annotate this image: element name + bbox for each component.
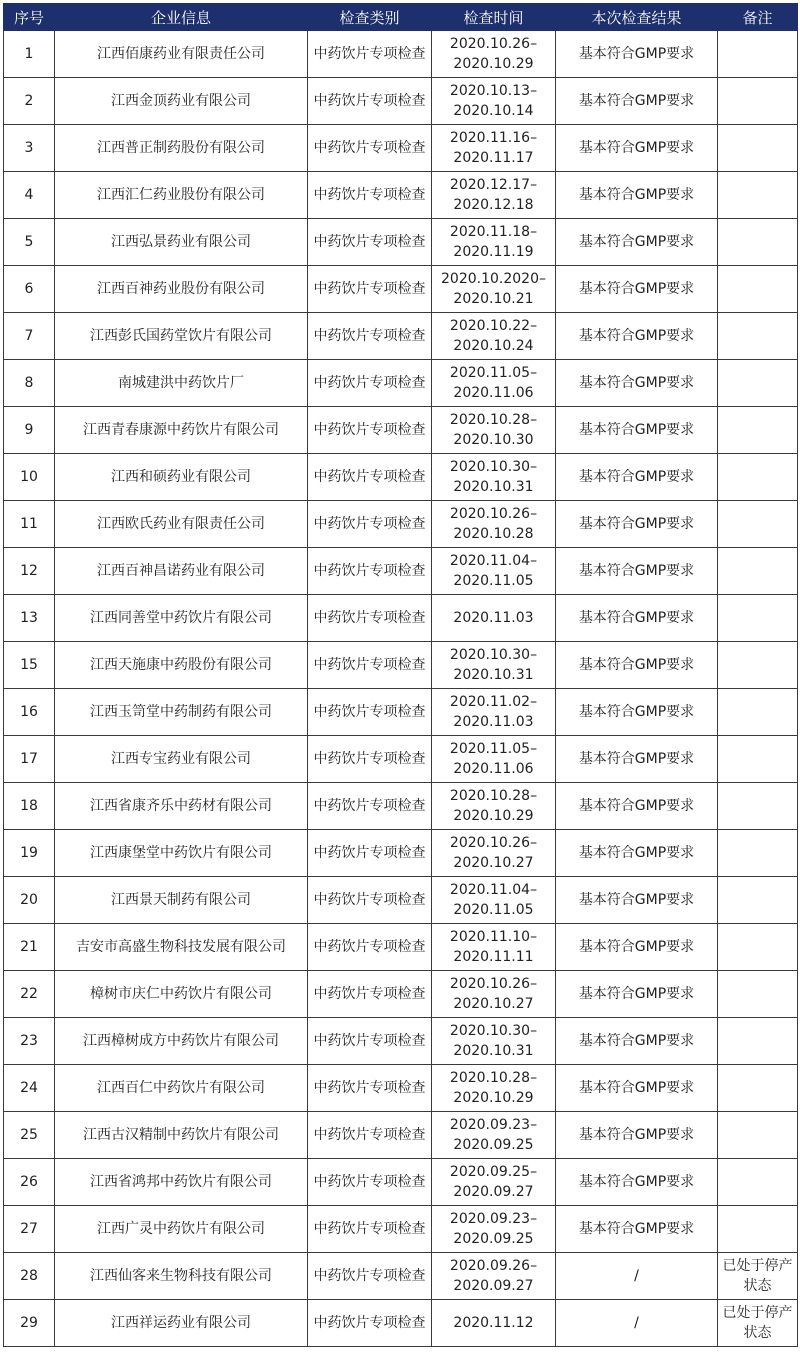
header-no: 序号	[4, 4, 55, 31]
table-row	[4, 454, 798, 501]
remark	[718, 689, 798, 736]
inspection-result: 基本符合GMP要求	[556, 360, 718, 407]
table-row	[4, 1065, 798, 1112]
remark	[718, 31, 798, 78]
inspection-time	[432, 125, 556, 172]
inspection-time-end: 2020.11.17	[453, 150, 534, 166]
inspection-time	[432, 548, 556, 595]
remark	[718, 501, 798, 548]
inspection-time-end: 2020.11.11	[453, 949, 534, 965]
remark	[718, 1159, 798, 1206]
remark	[718, 1206, 798, 1253]
inspection-result: 基本符合GMP要求	[556, 830, 718, 877]
company-name: 江西同善堂中药饮片有限公司	[55, 595, 308, 642]
inspection-result: 基本符合GMP要求	[556, 266, 718, 313]
company-name: 江西专宝药业有限公司	[55, 736, 308, 783]
inspection-category: 中药饮片专项检查	[308, 1300, 432, 1347]
inspection-time-end: 2020.10.29	[453, 1090, 534, 1106]
inspection-time-start: 2020.10.26–	[449, 36, 538, 52]
table-row	[4, 172, 798, 219]
inspection-time-end: 2020.10.27	[453, 996, 534, 1012]
table-row	[4, 830, 798, 877]
company-name: 江西祥运药业有限公司	[55, 1300, 308, 1347]
inspection-time-end: 2020.11.19	[453, 244, 534, 260]
header-result: 本次检查结果	[556, 4, 718, 31]
inspection-category: 中药饮片专项检查	[308, 924, 432, 971]
row-number: 27	[4, 1206, 55, 1253]
remark	[718, 783, 798, 830]
row-number: 25	[4, 1112, 55, 1159]
inspection-time-start: 2020.11.04–	[449, 882, 538, 898]
inspection-result: 基本符合GMP要求	[556, 125, 718, 172]
inspection-time-end: 2020.09.25	[453, 1231, 534, 1247]
inspection-time	[432, 1300, 556, 1347]
inspection-result: 基本符合GMP要求	[556, 313, 718, 360]
inspection-time-start: 2020.10.22–	[449, 318, 538, 334]
inspection-time	[432, 1065, 556, 1112]
company-name: 江西玉笥堂中药制药有限公司	[55, 689, 308, 736]
remark	[718, 313, 798, 360]
inspection-time	[432, 689, 556, 736]
inspection-category: 中药饮片专项检查	[308, 736, 432, 783]
remark	[718, 877, 798, 924]
inspection-time-start: 2020.09.23–	[449, 1117, 538, 1133]
inspection-category: 中药饮片专项检查	[308, 689, 432, 736]
table-row	[4, 1159, 798, 1206]
header-note: 备注	[718, 4, 798, 31]
remark	[718, 407, 798, 454]
remark	[718, 360, 798, 407]
header-company: 企业信息	[55, 4, 308, 31]
inspection-result: 基本符合GMP要求	[556, 548, 718, 595]
inspection-time-start: 2020.10.30–	[449, 1023, 538, 1039]
table-row	[4, 642, 798, 689]
company-name: 江西欧氏药业有限责任公司	[55, 501, 308, 548]
inspection-result: 基本符合GMP要求	[556, 877, 718, 924]
inspection-time-start: 2020.09.25–	[449, 1164, 538, 1180]
company-name: 江西金顶药业有限公司	[55, 78, 308, 125]
inspection-result: 基本符合GMP要求	[556, 971, 718, 1018]
inspection-category: 中药饮片专项检查	[308, 1065, 432, 1112]
inspection-time-start: 2020.11.05–	[449, 741, 538, 757]
company-name: 江西景天制药有限公司	[55, 877, 308, 924]
remark: 已处于停产状态	[718, 1253, 798, 1300]
row-number: 4	[4, 172, 55, 219]
inspection-time-start: 2020.10.2020–	[441, 271, 546, 287]
table-row	[4, 125, 798, 172]
inspection-time-start: 2020.11.18–	[449, 224, 538, 240]
inspection-time	[432, 360, 556, 407]
inspection-category: 中药饮片专项检查	[308, 642, 432, 689]
inspection-time-end: 2020.09.25	[453, 1137, 534, 1153]
remark	[718, 1112, 798, 1159]
row-number: 20	[4, 877, 55, 924]
inspection-category: 中药饮片专项检查	[308, 313, 432, 360]
table-row	[4, 971, 798, 1018]
table-row	[4, 595, 798, 642]
inspection-time-end: 2020.10.28	[453, 526, 534, 542]
row-number: 21	[4, 924, 55, 971]
table-row	[4, 1206, 798, 1253]
row-number: 9	[4, 407, 55, 454]
table-row	[4, 407, 798, 454]
inspection-category: 中药饮片专项检查	[308, 125, 432, 172]
inspection-category: 中药饮片专项检查	[308, 1159, 432, 1206]
company-name: 江西汇仁药业股份有限公司	[55, 172, 308, 219]
inspection-time-start: 2020.11.04–	[449, 553, 538, 569]
inspection-time	[432, 78, 556, 125]
inspection-result: 基本符合GMP要求	[556, 1112, 718, 1159]
company-name: 江西百仁中药饮片有限公司	[55, 1065, 308, 1112]
row-number: 23	[4, 1018, 55, 1065]
inspection-category: 中药饮片专项检查	[308, 971, 432, 1018]
inspection-time-start: 2020.10.13–	[449, 83, 538, 99]
inspection-category: 中药饮片专项检查	[308, 830, 432, 877]
inspection-time	[432, 595, 556, 642]
inspection-time-start: 2020.11.05–	[449, 365, 538, 381]
company-name: 江西青春康源中药饮片有限公司	[55, 407, 308, 454]
row-number: 2	[4, 78, 55, 125]
inspection-time-end: 2020.11.05	[453, 573, 534, 589]
inspection-result: 基本符合GMP要求	[556, 172, 718, 219]
remark	[718, 830, 798, 877]
row-number: 19	[4, 830, 55, 877]
inspection-time-end: 2020.10.29	[453, 56, 534, 72]
inspection-time-start: 2020.12.17–	[449, 177, 538, 193]
company-name: 江西百神药业股份有限公司	[55, 266, 308, 313]
header-time: 检查时间	[432, 4, 556, 31]
inspection-result: /	[556, 1300, 718, 1347]
inspection-result: 基本符合GMP要求	[556, 454, 718, 501]
inspection-category: 中药饮片专项检查	[308, 1206, 432, 1253]
table-body	[4, 31, 798, 1347]
inspection-time	[432, 736, 556, 783]
inspection-time	[432, 266, 556, 313]
inspection-time-end: 2020.11.06	[453, 761, 534, 777]
inspection-time-start: 2020.11.12	[453, 1315, 534, 1331]
remark	[718, 125, 798, 172]
inspection-time	[432, 454, 556, 501]
company-name: 江西广灵中药饮片有限公司	[55, 1206, 308, 1253]
remark	[718, 736, 798, 783]
inspection-time	[432, 1159, 556, 1206]
remark	[718, 595, 798, 642]
row-number: 18	[4, 783, 55, 830]
inspection-time	[432, 924, 556, 971]
remark	[718, 78, 798, 125]
row-number: 28	[4, 1253, 55, 1300]
inspection-time	[432, 971, 556, 1018]
company-name: 江西康堡堂中药饮片有限公司	[55, 830, 308, 877]
inspection-category: 中药饮片专项检查	[308, 407, 432, 454]
inspection-table	[3, 3, 798, 1347]
table-row	[4, 313, 798, 360]
company-name: 江西百神昌诺药业有限公司	[55, 548, 308, 595]
inspection-result: 基本符合GMP要求	[556, 689, 718, 736]
inspection-result: 基本符合GMP要求	[556, 1065, 718, 1112]
inspection-result: 基本符合GMP要求	[556, 501, 718, 548]
inspection-time	[432, 1253, 556, 1300]
inspection-result: 基本符合GMP要求	[556, 642, 718, 689]
inspection-time-end: 2020.09.27	[453, 1278, 534, 1294]
row-number: 1	[4, 31, 55, 78]
table-row	[4, 1112, 798, 1159]
company-name: 江西和硕药业有限公司	[55, 454, 308, 501]
table-row	[4, 31, 798, 78]
inspection-time-end: 2020.10.27	[453, 855, 534, 871]
inspection-time	[432, 172, 556, 219]
inspection-category: 中药饮片专项检查	[308, 360, 432, 407]
row-number: 11	[4, 501, 55, 548]
inspection-time-start: 2020.10.30–	[449, 459, 538, 475]
table-row	[4, 360, 798, 407]
inspection-category: 中药饮片专项检查	[308, 783, 432, 830]
row-number: 3	[4, 125, 55, 172]
inspection-time	[432, 1018, 556, 1065]
inspection-category: 中药饮片专项检查	[308, 454, 432, 501]
company-name: 江西省鸿邦中药饮片有限公司	[55, 1159, 308, 1206]
company-name: 樟树市庆仁中药饮片有限公司	[55, 971, 308, 1018]
inspection-time	[432, 31, 556, 78]
inspection-category: 中药饮片专项检查	[308, 219, 432, 266]
inspection-time-end: 2020.09.27	[453, 1184, 534, 1200]
company-name: 南城建洪中药饮片厂	[55, 360, 308, 407]
table-row	[4, 548, 798, 595]
inspection-time-start: 2020.11.03	[453, 610, 534, 626]
inspection-time-start: 2020.10.26–	[449, 976, 538, 992]
inspection-category: 中药饮片专项检查	[308, 877, 432, 924]
row-number: 8	[4, 360, 55, 407]
table-row	[4, 924, 798, 971]
company-name: 江西弘景药业有限公司	[55, 219, 308, 266]
row-number: 10	[4, 454, 55, 501]
table-row	[4, 1253, 798, 1300]
inspection-time-end: 2020.10.31	[453, 479, 534, 495]
inspection-category: 中药饮片专项检查	[308, 1112, 432, 1159]
table-row	[4, 219, 798, 266]
table-row	[4, 1300, 798, 1347]
remark	[718, 454, 798, 501]
row-number: 17	[4, 736, 55, 783]
company-name: 江西仙客来生物科技有限公司	[55, 1253, 308, 1300]
inspection-time	[432, 1112, 556, 1159]
inspection-result: 基本符合GMP要求	[556, 924, 718, 971]
remark	[718, 924, 798, 971]
row-number: 24	[4, 1065, 55, 1112]
company-name: 江西佰康药业有限责任公司	[55, 31, 308, 78]
inspection-time-start: 2020.10.28–	[449, 1070, 538, 1086]
table-row	[4, 1018, 798, 1065]
inspection-result: 基本符合GMP要求	[556, 1159, 718, 1206]
inspection-category: 中药饮片专项检查	[308, 78, 432, 125]
remark	[718, 219, 798, 266]
company-name: 江西普正制药股份有限公司	[55, 125, 308, 172]
inspection-category: 中药饮片专项检查	[308, 548, 432, 595]
row-number: 15	[4, 642, 55, 689]
inspection-category: 中药饮片专项检查	[308, 172, 432, 219]
table-row	[4, 877, 798, 924]
row-number: 6	[4, 266, 55, 313]
inspection-time	[432, 642, 556, 689]
inspection-result: 基本符合GMP要求	[556, 1018, 718, 1065]
inspection-time-end: 2020.10.30	[453, 432, 534, 448]
inspection-time-end: 2020.10.31	[453, 1043, 534, 1059]
inspection-time-start: 2020.11.10–	[449, 929, 538, 945]
row-number: 26	[4, 1159, 55, 1206]
remark	[718, 971, 798, 1018]
remark	[718, 266, 798, 313]
inspection-time-start: 2020.09.26–	[449, 1258, 538, 1274]
remark: 已处于停产状态	[718, 1300, 798, 1347]
inspection-result: 基本符合GMP要求	[556, 1206, 718, 1253]
inspection-time-end: 2020.10.24	[453, 338, 534, 354]
inspection-time-start: 2020.10.26–	[449, 835, 538, 851]
row-number: 13	[4, 595, 55, 642]
inspection-time	[432, 407, 556, 454]
inspection-time	[432, 313, 556, 360]
inspection-time	[432, 219, 556, 266]
inspection-result: 基本符合GMP要求	[556, 78, 718, 125]
inspection-time	[432, 830, 556, 877]
remark	[718, 172, 798, 219]
remark	[718, 1018, 798, 1065]
inspection-time-end: 2020.10.29	[453, 808, 534, 824]
inspection-time-start: 2020.10.28–	[449, 412, 538, 428]
inspection-time-start: 2020.11.02–	[449, 694, 538, 710]
inspection-time	[432, 877, 556, 924]
inspection-time-start: 2020.11.16–	[449, 130, 538, 146]
company-name: 江西天施康中药股份有限公司	[55, 642, 308, 689]
row-number: 5	[4, 219, 55, 266]
inspection-result: 基本符合GMP要求	[556, 219, 718, 266]
inspection-time-start: 2020.10.26–	[449, 506, 538, 522]
company-name: 江西古汉精制中药饮片有限公司	[55, 1112, 308, 1159]
inspection-time-start: 2020.10.28–	[449, 788, 538, 804]
row-number: 22	[4, 971, 55, 1018]
inspection-time-start: 2020.10.30–	[449, 647, 538, 663]
header-category: 检查类别	[308, 4, 432, 31]
inspection-time-end: 2020.11.03	[453, 714, 534, 730]
row-number: 12	[4, 548, 55, 595]
inspection-result: 基本符合GMP要求	[556, 736, 718, 783]
inspection-result: 基本符合GMP要求	[556, 595, 718, 642]
inspection-time-end: 2020.12.18	[453, 197, 534, 213]
inspection-result: 基本符合GMP要求	[556, 783, 718, 830]
inspection-time-end: 2020.10.21	[453, 291, 534, 307]
table-row	[4, 689, 798, 736]
inspection-time	[432, 1206, 556, 1253]
inspection-result: 基本符合GMP要求	[556, 407, 718, 454]
table-row	[4, 501, 798, 548]
inspection-time	[432, 501, 556, 548]
company-name: 江西彭氏国药堂饮片有限公司	[55, 313, 308, 360]
row-number: 7	[4, 313, 55, 360]
table-row	[4, 736, 798, 783]
inspection-time-end: 2020.11.06	[453, 385, 534, 401]
row-number: 16	[4, 689, 55, 736]
table-row	[4, 783, 798, 830]
company-name: 江西樟树成方中药饮片有限公司	[55, 1018, 308, 1065]
inspection-category: 中药饮片专项检查	[308, 266, 432, 313]
inspection-category: 中药饮片专项检查	[308, 1253, 432, 1300]
inspection-time	[432, 783, 556, 830]
inspection-category: 中药饮片专项检查	[308, 595, 432, 642]
table-row	[4, 78, 798, 125]
inspection-result: 基本符合GMP要求	[556, 31, 718, 78]
inspection-result: /	[556, 1253, 718, 1300]
row-number: 29	[4, 1300, 55, 1347]
remark	[718, 642, 798, 689]
remark	[718, 548, 798, 595]
inspection-time-end: 2020.10.14	[453, 103, 534, 119]
inspection-category: 中药饮片专项检查	[308, 31, 432, 78]
table-row	[4, 266, 798, 313]
inspection-category: 中药饮片专项检查	[308, 1018, 432, 1065]
inspection-time-end: 2020.11.05	[453, 902, 534, 918]
remark	[718, 1065, 798, 1112]
inspection-category: 中药饮片专项检查	[308, 501, 432, 548]
company-name: 江西省康齐乐中药材有限公司	[55, 783, 308, 830]
header-row	[4, 4, 798, 31]
inspection-time-end: 2020.10.31	[453, 667, 534, 683]
company-name: 吉安市高盛生物科技发展有限公司	[55, 924, 308, 971]
inspection-time-start: 2020.09.23–	[449, 1211, 538, 1227]
